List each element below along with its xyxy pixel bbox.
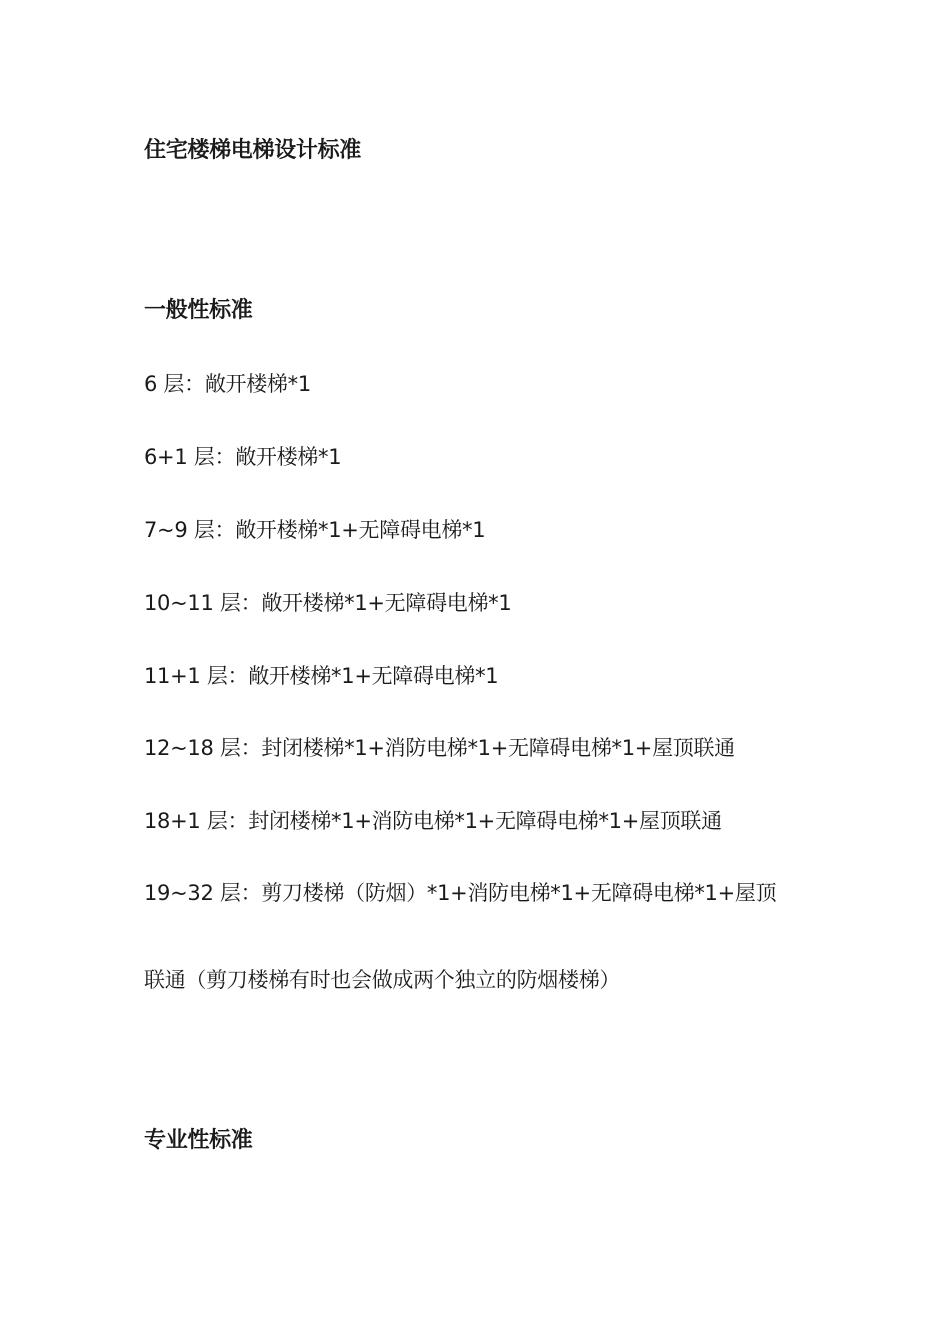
- standard-item: 11+1 层：敞开楼梯*1+无障碍电梯*1: [144, 664, 499, 688]
- standard-item: 18+1 层：封闭楼梯*1+消防电梯*1+无障碍电梯*1+屋顶联通: [144, 809, 722, 833]
- standard-item: 10~11 层：敞开楼梯*1+无障碍电梯*1: [144, 591, 512, 615]
- standard-item: 6+1 层：敞开楼梯*1: [144, 445, 342, 469]
- document-title: 住宅楼梯电梯设计标准: [144, 138, 362, 163]
- standard-item: 6 层：敞开楼梯*1: [144, 372, 311, 396]
- standard-item-continuation: 联通（剪刀楼梯有时也会做成两个独立的防烟楼梯）: [144, 968, 621, 992]
- section-heading-general: 一般性标准: [144, 298, 253, 323]
- standard-item: 19~32 层：剪刀楼梯（防烟）*1+消防电梯*1+无障碍电梯*1+屋顶: [144, 881, 777, 905]
- standard-item: 12~18 层：封闭楼梯*1+消防电梯*1+无障碍电梯*1+屋顶联通: [144, 736, 735, 760]
- section-heading-professional: 专业性标准: [144, 1128, 253, 1153]
- standard-item: 7~9 层：敞开楼梯*1+无障碍电梯*1: [144, 518, 486, 542]
